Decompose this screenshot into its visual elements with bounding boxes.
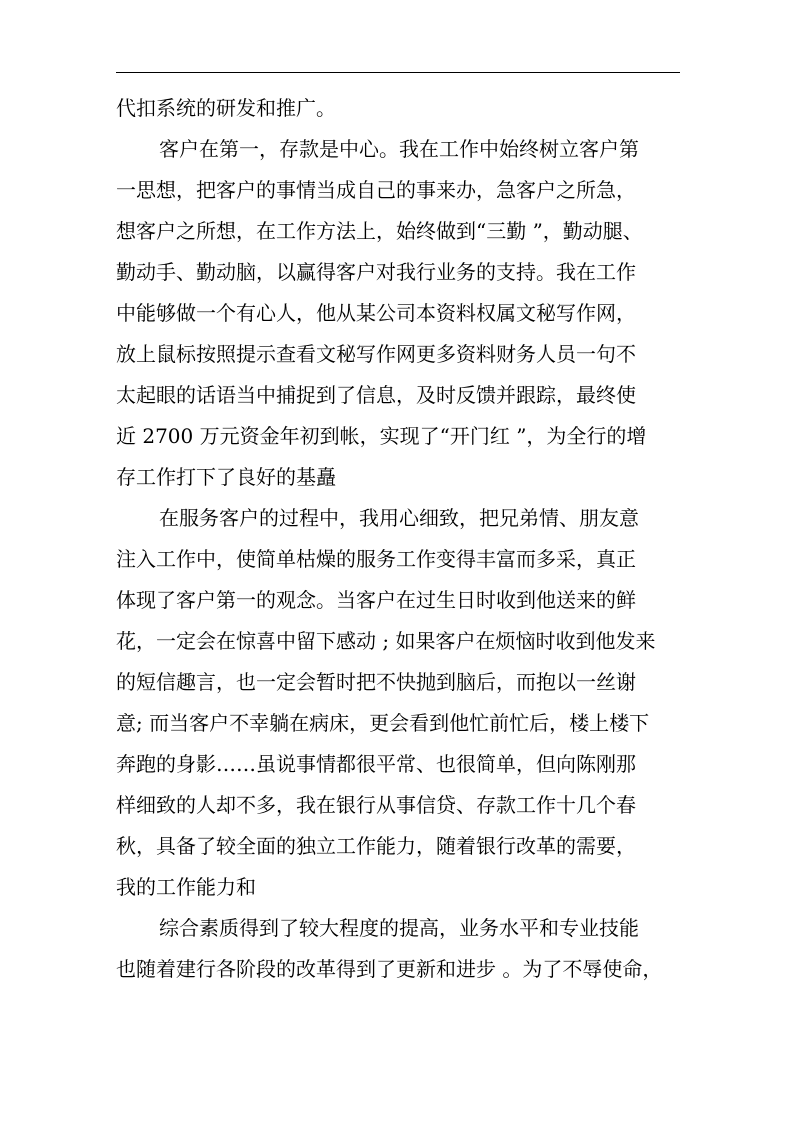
text-line: 近 2700 万元资金年初到帐，实现了“开门红 ”，为全行的增 — [116, 424, 647, 448]
text-line: 奔跑的身影……虽说事情都很平常、也很简单，但向陈刚那 — [116, 752, 636, 776]
text-line: 注入工作中，使简单枯燥的服务工作变得丰富而多采，真正 — [116, 547, 636, 571]
text-line: 体现了客户第一的观念。当客户在过生日时收到他送来的鲜 — [116, 588, 636, 612]
text-line: 一思想，把客户的事情当成自己的事来办，急客户之所急， — [116, 178, 636, 202]
text-line: 花，一定会在惊喜中留下感动 ; 如果客户在烦恼时收到他发来 — [116, 629, 656, 653]
text-line: 中能够做一个有心人，他从某公司本资料权属文秘写作网， — [116, 301, 636, 325]
text-line: 样细致的人却不多，我在银行从事信贷、存款工作十几个春 — [116, 793, 636, 817]
header-rule — [116, 72, 680, 73]
text-line: 放上鼠标按照提示查看文秘写作网更多资料财务人员一句不 — [116, 342, 636, 366]
text-line: 存工作打下了良好的基矗 — [116, 465, 336, 489]
text-line: 意; 而当客户不幸躺在病床，更会看到他忙前忙后，楼上楼下 — [116, 711, 650, 735]
text-line: 我的工作能力和 — [116, 875, 256, 899]
text-line: 在服务客户的过程中，我用心细致，把兄弟情、朋友意 — [159, 506, 639, 530]
text-line: 秋，具备了较全面的独立工作能力，随着银行改革的需要， — [116, 834, 636, 858]
text-line: 勤动手、勤动脑，以赢得客户对我行业务的支持。我在工作 — [116, 260, 636, 284]
text-line: 也随着建行各阶段的改革得到了更新和进步 。为了不辱使命， — [116, 957, 663, 981]
text-line: 的短信趣言，也一定会暂时把不快抛到脑后，而抱以一丝谢 — [116, 670, 636, 694]
text-line: 综合素质得到了较大程度的提高，业务水平和专业技能 — [159, 916, 639, 940]
body-text — [116, 88, 696, 990]
text-line: 客户在第一，存款是中心。我在工作中始终树立客户第 — [159, 137, 639, 161]
text-line: 代扣系统的研发和推广。 — [116, 96, 336, 120]
text-line: 想客户之所想，在工作方法上，始终做到“三勤 ”，勤动腿、 — [116, 219, 643, 243]
text-line: 太起眼的话语当中捕捉到了信息，及时反馈并跟踪，最终使 — [116, 383, 636, 407]
